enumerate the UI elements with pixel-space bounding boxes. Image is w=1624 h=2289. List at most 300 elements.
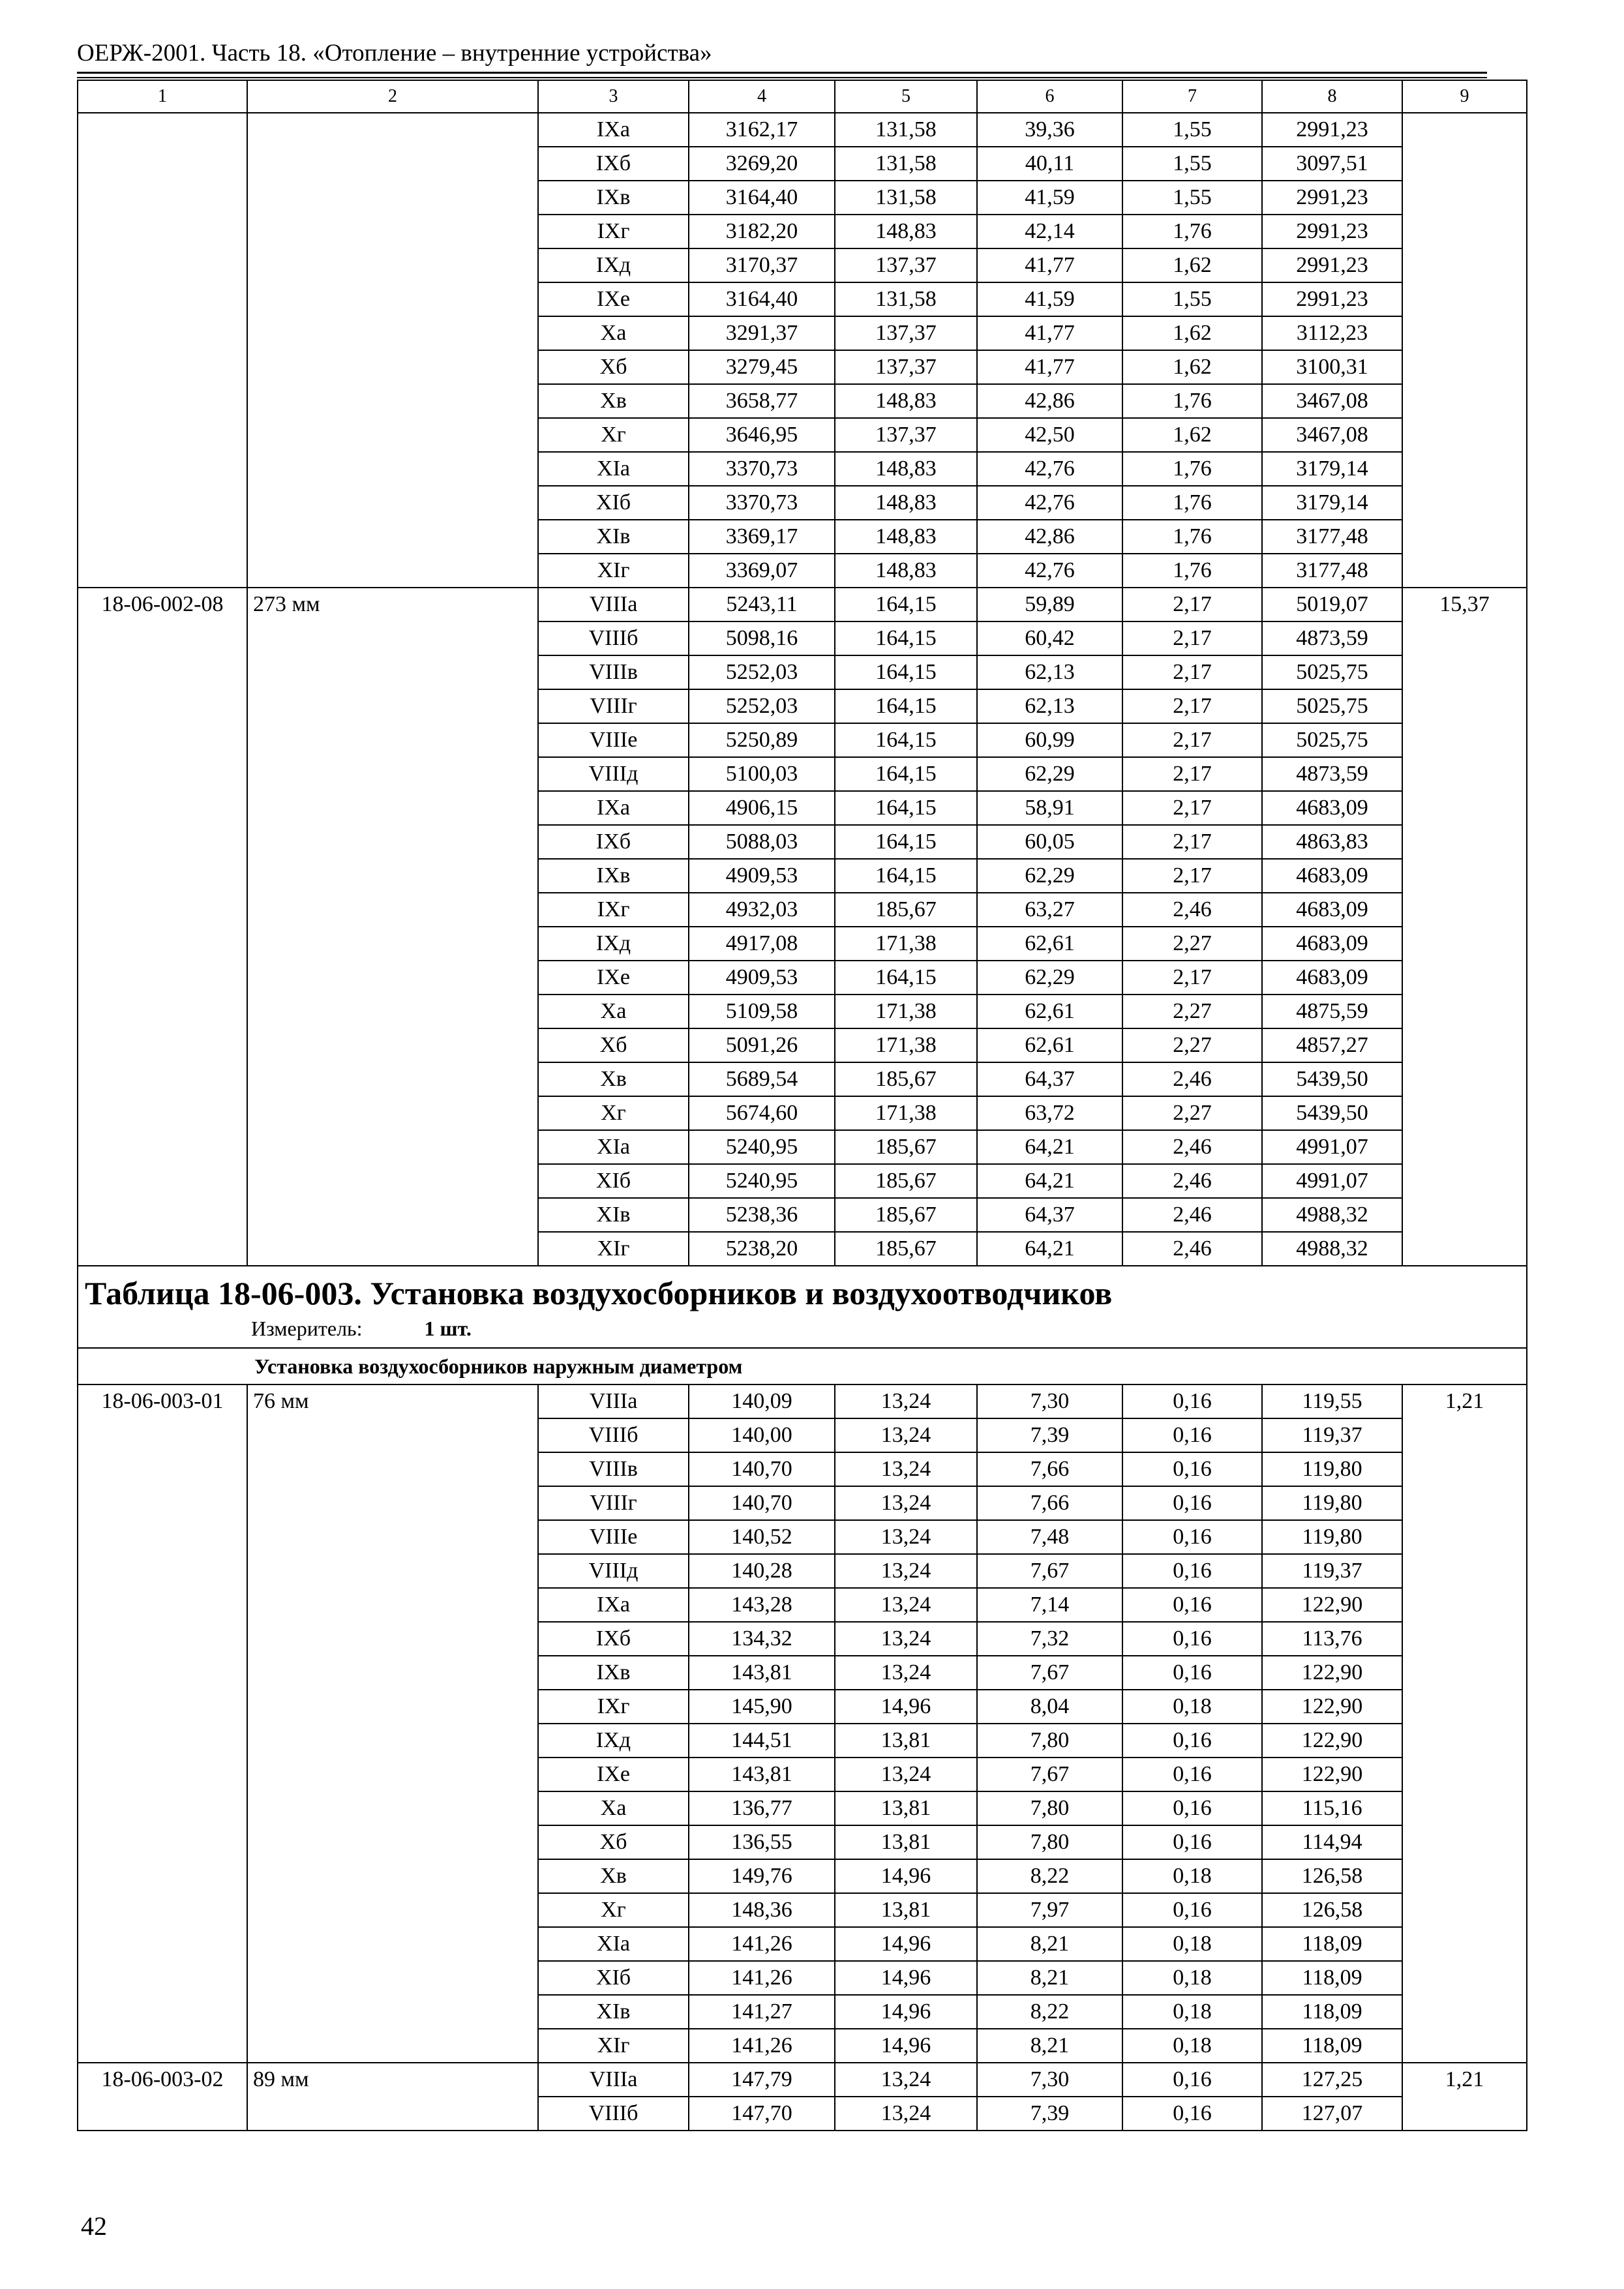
value-cell: 13,24	[835, 1554, 977, 1588]
value-cell: 3164,40	[689, 181, 835, 215]
zone-cell: Xг	[538, 1096, 689, 1130]
value-cell: 2,17	[1122, 961, 1262, 995]
zone-cell: XIа	[538, 1130, 689, 1164]
zone-cell: Xг	[538, 418, 689, 452]
zone-cell: Xа	[538, 995, 689, 1028]
value-cell: 2,27	[1122, 927, 1262, 961]
value-cell: 5238,36	[689, 1198, 835, 1232]
value-cell: 185,67	[835, 1164, 977, 1198]
value-cell: 118,09	[1262, 1927, 1402, 1961]
value-cell: 1,76	[1122, 452, 1262, 486]
value-cell: 64,37	[977, 1198, 1122, 1232]
value-cell: 118,09	[1262, 2029, 1402, 2063]
zone-cell: XIг	[538, 554, 689, 588]
value-cell: 137,37	[835, 248, 977, 282]
value-cell: 141,27	[689, 1995, 835, 2029]
value-cell: 2,46	[1122, 1062, 1262, 1096]
value-cell: 2991,23	[1262, 113, 1402, 147]
value-cell: 3100,31	[1262, 350, 1402, 384]
value-cell: 1,76	[1122, 384, 1262, 418]
value-cell: 5109,58	[689, 995, 835, 1028]
value-cell: 4683,09	[1262, 893, 1402, 927]
value-cell: 62,61	[977, 927, 1122, 961]
value-cell: 5091,26	[689, 1028, 835, 1062]
value-cell: 1,55	[1122, 113, 1262, 147]
value-cell: 164,15	[835, 588, 977, 621]
zone-cell: VIIIе	[538, 723, 689, 757]
value-cell: 2,17	[1122, 723, 1262, 757]
zone-cell: VIIIв	[538, 655, 689, 689]
value-cell: 164,15	[835, 961, 977, 995]
value-cell: 2,27	[1122, 1096, 1262, 1130]
materials-cell: 1,21	[1402, 2063, 1527, 2131]
value-cell: 4909,53	[689, 961, 835, 995]
value-cell: 143,81	[689, 1656, 835, 1690]
value-cell: 148,83	[835, 554, 977, 588]
value-cell: 42,76	[977, 452, 1122, 486]
value-cell: 60,99	[977, 723, 1122, 757]
value-cell: 4875,59	[1262, 995, 1402, 1028]
value-cell: 60,05	[977, 825, 1122, 859]
value-cell: 0,18	[1122, 1961, 1262, 1995]
value-cell: 3291,37	[689, 316, 835, 350]
value-cell: 1,55	[1122, 181, 1262, 215]
value-cell: 7,66	[977, 1452, 1122, 1486]
value-cell: 1,55	[1122, 282, 1262, 316]
value-cell: 2,27	[1122, 995, 1262, 1028]
value-cell: 5100,03	[689, 757, 835, 791]
value-cell: 62,29	[977, 961, 1122, 995]
zone-cell: IXб	[538, 825, 689, 859]
value-cell: 0,16	[1122, 1486, 1262, 1520]
value-cell: 3369,17	[689, 520, 835, 554]
zone-cell: VIIIа	[538, 1384, 689, 1418]
value-cell: 119,80	[1262, 1486, 1402, 1520]
value-cell: 63,27	[977, 893, 1122, 927]
value-cell: 119,37	[1262, 1418, 1402, 1452]
value-cell: 2991,23	[1262, 181, 1402, 215]
value-cell: 141,26	[689, 1927, 835, 1961]
value-cell: 5689,54	[689, 1062, 835, 1096]
value-cell: 13,24	[835, 2063, 977, 2097]
value-cell: 113,76	[1262, 1622, 1402, 1656]
value-cell: 140,28	[689, 1554, 835, 1588]
value-cell: 143,81	[689, 1758, 835, 1791]
value-cell: 7,67	[977, 1656, 1122, 1690]
column-number: 5	[835, 80, 977, 113]
table-title-row	[78, 1266, 1527, 1348]
value-cell: 8,21	[977, 1927, 1122, 1961]
value-cell: 7,80	[977, 1791, 1122, 1825]
zone-cell: Xа	[538, 1791, 689, 1825]
value-cell: 119,80	[1262, 1520, 1402, 1554]
zone-cell: IXг	[538, 1690, 689, 1724]
value-cell: 2,27	[1122, 1028, 1262, 1062]
value-cell: 3269,20	[689, 147, 835, 181]
value-cell: 2,17	[1122, 621, 1262, 655]
value-cell: 164,15	[835, 859, 977, 893]
value-cell: 122,90	[1262, 1758, 1402, 1791]
value-cell: 3164,40	[689, 282, 835, 316]
document-header: ОЕРЖ-2001. Часть 18. «Отопление – внутренние устройства»	[77, 40, 712, 67]
value-cell: 136,77	[689, 1791, 835, 1825]
measure-unit: 1 шт.	[424, 1317, 472, 1340]
value-cell: 137,37	[835, 316, 977, 350]
value-cell: 7,80	[977, 1825, 1122, 1859]
column-number: 7	[1122, 80, 1262, 113]
value-cell: 127,25	[1262, 2063, 1402, 2097]
zone-cell: IXв	[538, 1656, 689, 1690]
zone-cell: XIг	[538, 1232, 689, 1266]
value-cell: 14,96	[835, 1995, 977, 2029]
column-number: 4	[689, 80, 835, 113]
value-cell: 5674,60	[689, 1096, 835, 1130]
value-cell: 4991,07	[1262, 1164, 1402, 1198]
value-cell: 62,13	[977, 689, 1122, 723]
value-cell: 7,30	[977, 1384, 1122, 1418]
value-cell: 140,00	[689, 1418, 835, 1452]
zone-cell: XIг	[538, 2029, 689, 2063]
value-cell: 171,38	[835, 927, 977, 961]
value-cell: 7,80	[977, 1724, 1122, 1758]
zone-cell: Xв	[538, 384, 689, 418]
value-cell: 7,39	[977, 1418, 1122, 1452]
value-cell: 13,24	[835, 1622, 977, 1656]
value-cell: 7,39	[977, 2097, 1122, 2131]
value-cell: 148,83	[835, 486, 977, 520]
value-cell: 3179,14	[1262, 452, 1402, 486]
value-cell: 145,90	[689, 1690, 835, 1724]
diameter-cell	[247, 113, 538, 588]
value-cell: 119,80	[1262, 1452, 1402, 1486]
value-cell: 0,16	[1122, 1384, 1262, 1418]
value-cell: 1,76	[1122, 520, 1262, 554]
value-cell: 4683,09	[1262, 927, 1402, 961]
section-title: Установка воздухосборников наружным диаметром	[78, 1348, 1527, 1384]
value-cell: 2,46	[1122, 1232, 1262, 1266]
value-cell: 2,17	[1122, 689, 1262, 723]
value-cell: 3177,48	[1262, 520, 1402, 554]
value-cell: 41,77	[977, 350, 1122, 384]
zone-cell: XIа	[538, 1927, 689, 1961]
value-cell: 0,16	[1122, 1893, 1262, 1927]
value-cell: 7,30	[977, 2063, 1122, 2097]
zone-cell: XIв	[538, 1995, 689, 2029]
zone-cell: Xг	[538, 1893, 689, 1927]
rate-code-cell	[78, 113, 247, 588]
value-cell: 41,77	[977, 316, 1122, 350]
value-cell: 42,86	[977, 384, 1122, 418]
zone-cell: VIIIб	[538, 2097, 689, 2131]
column-number: 3	[538, 80, 689, 113]
value-cell: 7,66	[977, 1486, 1122, 1520]
value-cell: 5240,95	[689, 1164, 835, 1198]
value-cell: 141,26	[689, 1961, 835, 1995]
measure-label: Измеритель:	[251, 1317, 363, 1340]
value-cell: 127,07	[1262, 2097, 1402, 2131]
zone-cell: Xв	[538, 1859, 689, 1893]
value-cell: 58,91	[977, 791, 1122, 825]
value-cell: 5252,03	[689, 655, 835, 689]
value-cell: 0,16	[1122, 1825, 1262, 1859]
value-cell: 119,37	[1262, 1554, 1402, 1588]
value-cell: 62,61	[977, 1028, 1122, 1062]
value-cell: 3370,73	[689, 486, 835, 520]
value-cell: 0,18	[1122, 1859, 1262, 1893]
value-cell: 140,09	[689, 1384, 835, 1418]
value-cell: 2,17	[1122, 791, 1262, 825]
value-cell: 4873,59	[1262, 757, 1402, 791]
zone-cell: IXг	[538, 893, 689, 927]
value-cell: 14,96	[835, 1859, 977, 1893]
value-cell: 42,50	[977, 418, 1122, 452]
column-number: 1	[78, 80, 247, 113]
zone-cell: IXд	[538, 927, 689, 961]
value-cell: 2,17	[1122, 859, 1262, 893]
value-cell: 13,24	[835, 1758, 977, 1791]
zone-cell: XIв	[538, 1198, 689, 1232]
value-cell: 42,14	[977, 215, 1122, 248]
value-cell: 3182,20	[689, 215, 835, 248]
zone-cell: IXе	[538, 961, 689, 995]
value-cell: 2991,23	[1262, 248, 1402, 282]
zone-cell: IXд	[538, 1724, 689, 1758]
value-cell: 0,18	[1122, 2029, 1262, 2063]
value-cell: 59,89	[977, 588, 1122, 621]
value-cell: 13,81	[835, 1825, 977, 1859]
zone-cell: IXд	[538, 248, 689, 282]
value-cell: 0,18	[1122, 1995, 1262, 2029]
materials-cell: 1,21	[1402, 1384, 1527, 2063]
value-cell: 4857,27	[1262, 1028, 1402, 1062]
value-cell: 3177,48	[1262, 554, 1402, 588]
value-cell: 13,24	[835, 1486, 977, 1520]
value-cell: 63,72	[977, 1096, 1122, 1130]
value-cell: 14,96	[835, 2029, 977, 2063]
value-cell: 5025,75	[1262, 723, 1402, 757]
value-cell: 164,15	[835, 723, 977, 757]
value-cell: 164,15	[835, 791, 977, 825]
materials-cell: 15,37	[1402, 588, 1527, 1266]
value-cell: 118,09	[1262, 1995, 1402, 2029]
value-cell: 1,76	[1122, 554, 1262, 588]
value-cell: 171,38	[835, 1096, 977, 1130]
value-cell: 148,36	[689, 1893, 835, 1927]
value-cell: 148,83	[835, 520, 977, 554]
value-cell: 5240,95	[689, 1130, 835, 1164]
value-cell: 134,32	[689, 1622, 835, 1656]
rate-code-cell: 18-06-003-01	[78, 1384, 247, 2063]
value-cell: 0,16	[1122, 1622, 1262, 1656]
table-title: Таблица 18-06-003. Установка воздухосборников и воздухоотводчиков	[85, 1275, 1113, 1311]
value-cell: 5025,75	[1262, 689, 1402, 723]
diameter-cell: 89 мм	[247, 2063, 538, 2131]
zone-cell: IXг	[538, 215, 689, 248]
zone-cell: VIIIд	[538, 757, 689, 791]
value-cell: 7,32	[977, 1622, 1122, 1656]
value-cell: 13,24	[835, 1520, 977, 1554]
value-cell: 13,81	[835, 1791, 977, 1825]
value-cell: 3097,51	[1262, 147, 1402, 181]
value-cell: 8,21	[977, 2029, 1122, 2063]
value-cell: 0,16	[1122, 2097, 1262, 2131]
value-cell: 13,81	[835, 1893, 977, 1927]
column-number: 9	[1402, 80, 1527, 113]
value-cell: 118,09	[1262, 1961, 1402, 1995]
value-cell: 185,67	[835, 893, 977, 927]
table-row	[78, 2063, 1527, 2097]
value-cell: 41,59	[977, 181, 1122, 215]
value-cell: 0,16	[1122, 1758, 1262, 1791]
table-row	[78, 588, 1527, 621]
value-cell: 2,17	[1122, 825, 1262, 859]
zone-cell: XIа	[538, 452, 689, 486]
value-cell: 147,79	[689, 2063, 835, 2097]
zone-cell: VIIIа	[538, 2063, 689, 2097]
zone-cell: IXе	[538, 1758, 689, 1791]
value-cell: 4683,09	[1262, 961, 1402, 995]
value-cell: 13,24	[835, 2097, 977, 2131]
value-cell: 171,38	[835, 1028, 977, 1062]
value-cell: 3646,95	[689, 418, 835, 452]
value-cell: 4873,59	[1262, 621, 1402, 655]
value-cell: 3658,77	[689, 384, 835, 418]
value-cell: 1,62	[1122, 418, 1262, 452]
value-cell: 4863,83	[1262, 825, 1402, 859]
value-cell: 5439,50	[1262, 1096, 1402, 1130]
diameter-cell: 76 мм	[247, 1384, 538, 2063]
value-cell: 1,55	[1122, 147, 1262, 181]
table-title-cell	[78, 1266, 1527, 1348]
value-cell: 5243,11	[689, 588, 835, 621]
zone-cell: XIб	[538, 1961, 689, 1995]
zone-cell: IXа	[538, 1588, 689, 1622]
value-cell: 4917,08	[689, 927, 835, 961]
value-cell: 0,16	[1122, 1724, 1262, 1758]
value-cell: 7,48	[977, 1520, 1122, 1554]
zone-cell: IXа	[538, 791, 689, 825]
materials-cell	[1402, 113, 1527, 588]
value-cell: 148,83	[835, 215, 977, 248]
value-cell: 14,96	[835, 1927, 977, 1961]
value-cell: 2991,23	[1262, 282, 1402, 316]
value-cell: 137,37	[835, 418, 977, 452]
value-cell: 4991,07	[1262, 1130, 1402, 1164]
value-cell: 39,36	[977, 113, 1122, 147]
value-cell: 140,70	[689, 1486, 835, 1520]
value-cell: 13,24	[835, 1656, 977, 1690]
value-cell: 122,90	[1262, 1724, 1402, 1758]
value-cell: 115,16	[1262, 1791, 1402, 1825]
value-cell: 5238,20	[689, 1232, 835, 1266]
zone-cell: IXв	[538, 181, 689, 215]
column-number: 8	[1262, 80, 1402, 113]
value-cell: 185,67	[835, 1062, 977, 1096]
zone-cell: VIIIе	[538, 1520, 689, 1554]
value-cell: 13,24	[835, 1588, 977, 1622]
value-cell: 13,24	[835, 1452, 977, 1486]
zone-cell: IXв	[538, 859, 689, 893]
rate-code-cell: 18-06-002-08	[78, 588, 247, 1266]
zone-cell: Xб	[538, 1028, 689, 1062]
value-cell: 2991,23	[1262, 215, 1402, 248]
column-number: 6	[977, 80, 1122, 113]
value-cell: 149,76	[689, 1859, 835, 1893]
zone-cell: VIIIб	[538, 621, 689, 655]
value-cell: 164,15	[835, 825, 977, 859]
rates-table	[77, 80, 1527, 2131]
zone-cell: VIIIа	[538, 588, 689, 621]
zone-cell: IXб	[538, 147, 689, 181]
value-cell: 185,67	[835, 1198, 977, 1232]
value-cell: 7,67	[977, 1758, 1122, 1791]
value-cell: 119,55	[1262, 1384, 1402, 1418]
zone-cell: XIб	[538, 486, 689, 520]
value-cell: 2,17	[1122, 757, 1262, 791]
value-cell: 3170,37	[689, 248, 835, 282]
value-cell: 114,94	[1262, 1825, 1402, 1859]
zone-cell: IXе	[538, 282, 689, 316]
rate-code-cell: 18-06-003-02	[78, 2063, 247, 2131]
column-number-row	[78, 80, 1527, 113]
value-cell: 3467,08	[1262, 384, 1402, 418]
value-cell: 3162,17	[689, 113, 835, 147]
value-cell: 131,58	[835, 282, 977, 316]
value-cell: 5019,07	[1262, 588, 1402, 621]
zone-cell: VIIIг	[538, 1486, 689, 1520]
value-cell: 0,16	[1122, 2063, 1262, 2097]
measure-line	[78, 1313, 1526, 1347]
value-cell: 126,58	[1262, 1893, 1402, 1927]
value-cell: 41,59	[977, 282, 1122, 316]
value-cell: 1,62	[1122, 316, 1262, 350]
value-cell: 3370,73	[689, 452, 835, 486]
value-cell: 3179,14	[1262, 486, 1402, 520]
value-cell: 2,46	[1122, 893, 1262, 927]
value-cell: 2,46	[1122, 1130, 1262, 1164]
value-cell: 141,26	[689, 2029, 835, 2063]
value-cell: 5088,03	[689, 825, 835, 859]
value-cell: 1,62	[1122, 350, 1262, 384]
zone-cell: VIIIб	[538, 1418, 689, 1452]
value-cell: 164,15	[835, 757, 977, 791]
table-row	[78, 1384, 1527, 1418]
value-cell: 185,67	[835, 1232, 977, 1266]
value-cell: 4683,09	[1262, 859, 1402, 893]
value-cell: 42,76	[977, 554, 1122, 588]
value-cell: 62,13	[977, 655, 1122, 689]
value-cell: 42,76	[977, 486, 1122, 520]
value-cell: 2,17	[1122, 655, 1262, 689]
value-cell: 1,62	[1122, 248, 1262, 282]
value-cell: 137,37	[835, 350, 977, 384]
value-cell: 13,24	[835, 1418, 977, 1452]
value-cell: 5250,89	[689, 723, 835, 757]
zone-cell: Xб	[538, 350, 689, 384]
value-cell: 148,83	[835, 384, 977, 418]
value-cell: 64,37	[977, 1062, 1122, 1096]
value-cell: 1,76	[1122, 486, 1262, 520]
header-rule-thin	[77, 77, 1487, 78]
value-cell: 164,15	[835, 621, 977, 655]
value-cell: 13,81	[835, 1724, 977, 1758]
value-cell: 0,18	[1122, 1927, 1262, 1961]
value-cell: 0,16	[1122, 1418, 1262, 1452]
value-cell: 62,29	[977, 757, 1122, 791]
zone-cell: XIб	[538, 1164, 689, 1198]
value-cell: 5098,16	[689, 621, 835, 655]
value-cell: 131,58	[835, 147, 977, 181]
